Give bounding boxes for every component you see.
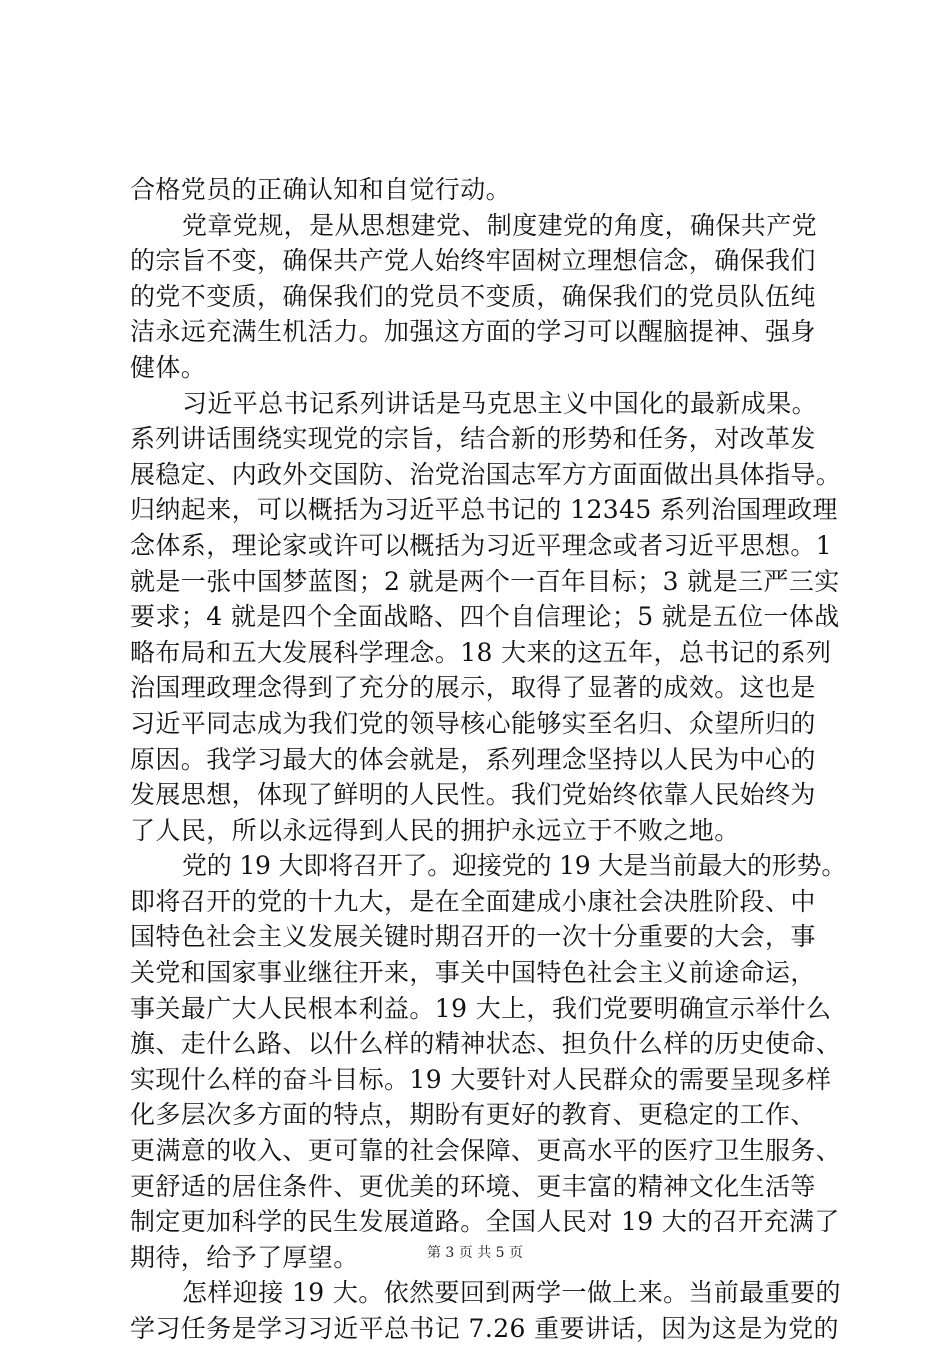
text-line: 学习任务是学习习近平总书记 7.26 重要讲话，因为这是为党的 [130,1314,839,1343]
text-line: 洁永远充满生机活力。加强这方面的学习可以醒脑提神、强身 [130,317,816,347]
text-line: 关党和国家事业继往开来，事关中国特色社会主义前途命运， [130,958,816,988]
text-line: 的宗旨不变，确保共产党人始终牢固树立理想信念，确保我们 [130,246,816,276]
text-line: 系列讲话围绕实现党的宗旨，结合新的形势和任务，对改革发 [130,424,816,454]
paragraph-start-line: 怎样迎接 19 大。依然要回到两学一做上来。当前最重要的 [182,1278,841,1308]
text-line: 实现什么样的奋斗目标。19 大要针对人民群众的需要呈现多样 [130,1064,832,1094]
text-line: 发展思想，体现了鲜明的人民性。我们党始终依靠人民始终为 [130,780,816,810]
text-line: 旗、走什么路、以什么样的精神状态、担负什么样的历史使命、 [130,1029,842,1059]
text-line: 合格党员的正确认知和自觉行动。 [130,175,512,204]
paragraph-start-line: 党的 19 大即将召开了。迎接党的 19 大是当前最大的形势。 [182,851,847,881]
document-body [130,172,850,1347]
paragraph-start-line: 习近平总书记系列讲话是马克思主义中国化的最新成果。 [182,388,818,418]
text-line: 更舒适的居住条件、更优美的环境、更丰富的精神文化生活等 [130,1171,816,1201]
text-line: 原因。我学习最大的体会就是，系列理念坚持以人民为中心的 [130,744,816,774]
text-line: 略布局和五大发展科学理念。18 大来的这五年，总书记的系列 [130,637,832,667]
paragraph-start-line: 党章党规，是从思想建党、制度建党的角度，确保共产党 [182,210,818,240]
text-line: 即将召开的党的十九大，是在全面建成小康社会决胜阶段、中 [130,886,816,916]
text-line: 就是一张中国梦蓝图；2 就是两个一百年目标；3 就是三严三实 [130,566,840,596]
text-line: 国特色社会主义发展关键时期召开的一次十分重要的大会，事 [130,922,816,952]
text-line: 制定更加科学的民生发展道路。全国人民对 19 大的召开充满了 [130,1207,840,1237]
text-line: 了人民，所以永远得到人民的拥护永远立于不败之地。 [130,815,740,845]
text-line: 治国理政理念得到了充分的展示，取得了显著的成效。这也是 [130,673,816,703]
text-line: 要求；4 就是四个全面战略、四个自信理论；5 就是五位一体战 [130,602,840,632]
text-line: 的党不变质，确保我们的党员不变质，确保我们的党员队伍纯 [130,281,816,311]
text-line: 期待，给予了厚望。 [130,1242,359,1272]
text-line: 更满意的收入、更可靠的社会保障、更高水平的医疗卫生服务、 [130,1136,842,1166]
text-line: 事关最广大人民根本利益。19 大上，我们党要明确宣示举什么 [130,993,832,1023]
page-number-label: 第 3 页 共 5 页 [426,1245,524,1261]
text-line: 健体。 [130,352,207,382]
page-footer [0,1243,950,1263]
text-line: 化多层次多方面的特点，期盼有更好的教育、更稳定的工作、 [130,1100,816,1130]
text-line: 念体系，理论家或许可以概括为习近平理念或者习近平思想。1 [130,530,833,560]
text-line: 归纳起来，可以概括为习近平总书记的 12345 系列治国理政理 [130,495,838,525]
text-line: 展稳定、内政外交国防、治党治国志军方方面面做出具体指导。 [130,459,842,489]
text-line: 习近平同志成为我们党的领导核心能够实至名归、众望所归的 [130,708,816,738]
